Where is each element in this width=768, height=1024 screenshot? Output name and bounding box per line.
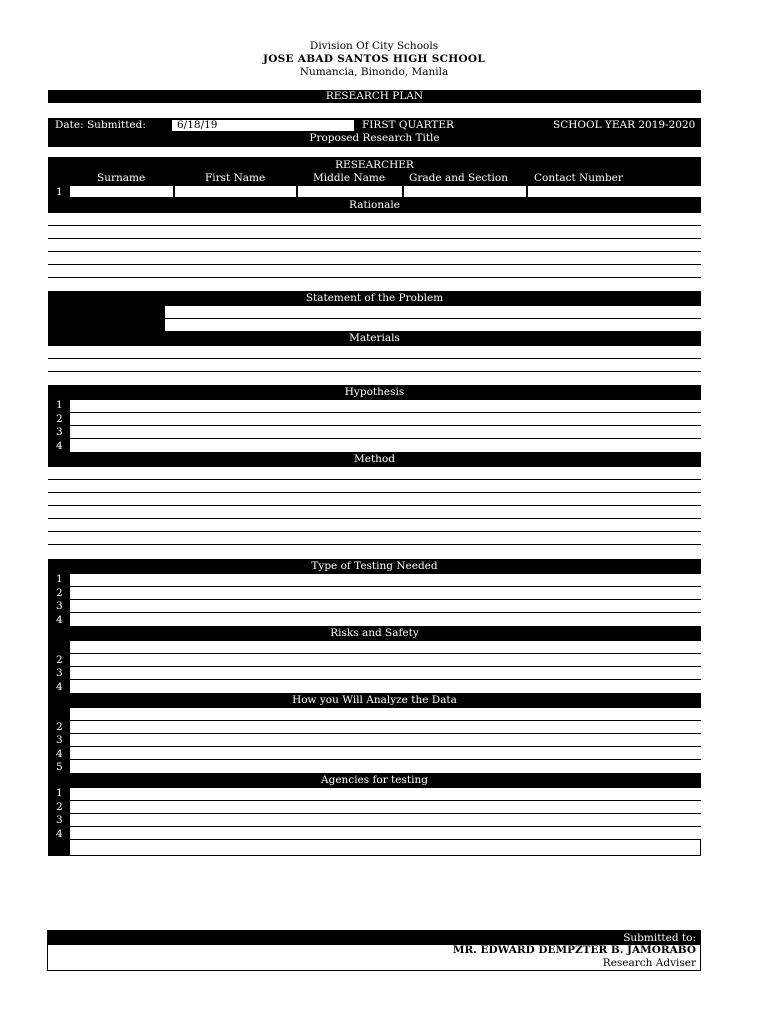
- school-name: JOSE ABAD SANTOS HIGH SCHOOL: [262, 53, 486, 65]
- testing-line[interactable]: [70, 599, 701, 613]
- hypothesis-number: 2: [56, 412, 63, 425]
- analyze-line[interactable]: [70, 759, 701, 774]
- proposed-title-label: Proposed Research Title: [309, 132, 440, 144]
- materials-line[interactable]: [48, 358, 701, 372]
- analyze-line[interactable]: [70, 707, 701, 721]
- method-line[interactable]: [48, 466, 701, 480]
- hypothesis-line[interactable]: [70, 399, 701, 413]
- hypothesis-header: Hypothesis: [48, 386, 701, 399]
- statement-side-block: [48, 305, 165, 332]
- testing-line[interactable]: [70, 612, 701, 627]
- testing-line[interactable]: [70, 586, 701, 600]
- school-address: Numancia, Binondo, Manila: [299, 66, 449, 78]
- submitted-to-label: Submitted to:: [623, 932, 696, 944]
- rationale-line[interactable]: [48, 264, 701, 278]
- rationale-line[interactable]: [48, 238, 701, 252]
- date-value: 6/18/19: [177, 119, 218, 131]
- agencies-number: 4: [56, 827, 63, 840]
- proposed-title-field[interactable]: [48, 146, 701, 158]
- agencies-line[interactable]: [70, 839, 701, 856]
- agencies-number: 2: [56, 800, 63, 813]
- materials-header: Materials: [48, 332, 701, 345]
- research-plan-form: [48, 90, 701, 856]
- risks-line[interactable]: [70, 666, 701, 680]
- form-title: RESEARCH PLAN: [48, 90, 701, 103]
- col-contact: Contact Number: [534, 172, 623, 184]
- method-line[interactable]: [48, 492, 701, 506]
- col-first-name: First Name: [205, 172, 266, 184]
- analyze-number: 5: [56, 761, 63, 773]
- col-grade-section: Grade and Section: [409, 172, 508, 184]
- method-line[interactable]: [48, 544, 701, 560]
- rationale-line[interactable]: [48, 251, 701, 265]
- materials-line[interactable]: [48, 345, 701, 359]
- agencies-line[interactable]: [70, 826, 701, 840]
- analyze-number: 4: [56, 747, 63, 760]
- surname-field[interactable]: [70, 186, 173, 197]
- hypothesis-number: 4: [56, 439, 63, 452]
- analyze-header: How you Will Analyze the Data: [48, 694, 701, 707]
- testing-number: 1: [56, 573, 63, 585]
- statement-line[interactable]: [165, 305, 701, 319]
- risks-number: 3: [56, 667, 63, 679]
- agencies-line[interactable]: [70, 813, 701, 827]
- statement-header: Statement of the Problem: [48, 292, 701, 305]
- hypothesis-line[interactable]: [70, 412, 701, 426]
- testing-line[interactable]: [70, 573, 701, 587]
- testing-number: 3: [56, 600, 63, 612]
- agencies-line[interactable]: [70, 800, 701, 814]
- date-label: Date: Submitted:: [55, 119, 146, 131]
- hypothesis-number: 3: [56, 426, 63, 438]
- researcher-row-number: 1: [56, 186, 63, 198]
- grade-section-field[interactable]: [404, 186, 526, 197]
- statement-line[interactable]: [165, 318, 701, 332]
- rationale-header: Rationale: [48, 199, 701, 212]
- analyze-line[interactable]: [70, 746, 701, 760]
- rationale-line[interactable]: [48, 225, 701, 239]
- hypothesis-line[interactable]: [70, 425, 701, 439]
- first-name-field[interactable]: [175, 186, 296, 197]
- analyze-number: 2: [56, 720, 63, 733]
- quarter-label: FIRST QUARTER: [362, 119, 454, 131]
- agencies-number: 1: [56, 787, 63, 799]
- rationale-line[interactable]: [48, 277, 701, 292]
- risks-line[interactable]: [70, 653, 701, 667]
- testing-number: 4: [56, 613, 63, 626]
- method-line[interactable]: [48, 479, 701, 493]
- col-middle-name: Middle Name: [313, 172, 386, 184]
- risks-line[interactable]: [70, 640, 701, 654]
- analyze-number: 3: [56, 734, 63, 746]
- risks-number: 2: [56, 653, 63, 666]
- school-year-label: SCHOOL YEAR 2019-2020: [553, 119, 696, 131]
- risks-line[interactable]: [70, 679, 701, 694]
- agencies-line[interactable]: [70, 787, 701, 801]
- analyze-line[interactable]: [70, 733, 701, 747]
- adviser-name: MR. EDWARD DEMPZTER B. JAMORABO: [452, 944, 696, 956]
- method-line[interactable]: [48, 531, 701, 545]
- footer-bar: [48, 931, 700, 945]
- agencies-header: Agencies for testing: [48, 774, 701, 787]
- hypothesis-line[interactable]: [70, 438, 701, 453]
- info-bar: [48, 118, 701, 146]
- analyze-line[interactable]: [70, 720, 701, 734]
- hypothesis-number: 1: [56, 399, 63, 411]
- submission-footer: [47, 930, 701, 971]
- risks-number: 4: [56, 680, 63, 693]
- method-header: Method: [48, 453, 701, 466]
- materials-line[interactable]: [48, 371, 701, 386]
- agencies-number: 3: [56, 814, 63, 826]
- adviser-title: Research Adviser: [602, 957, 696, 969]
- testing-header: Type of Testing Needed: [48, 560, 701, 573]
- testing-number: 2: [56, 586, 63, 599]
- method-line[interactable]: [48, 505, 701, 519]
- division-name: Division Of City Schools: [309, 40, 439, 52]
- middle-name-field[interactable]: [298, 186, 402, 197]
- method-line[interactable]: [48, 518, 701, 532]
- rationale-line[interactable]: [48, 212, 701, 226]
- researcher-header: [48, 158, 701, 199]
- contact-field[interactable]: [528, 186, 701, 197]
- risks-header: Risks and Safety: [48, 627, 701, 640]
- col-surname: Surname: [97, 172, 146, 184]
- researcher-label: RESEARCHER: [335, 159, 414, 171]
